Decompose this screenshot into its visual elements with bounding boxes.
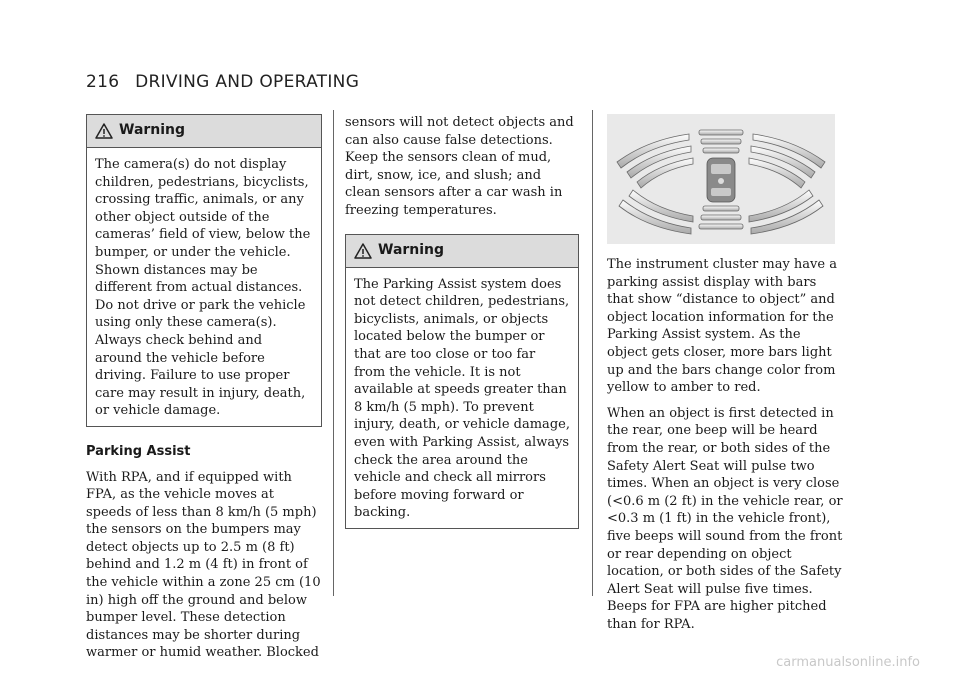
parking-assist-display-figure (607, 114, 835, 244)
paragraph-sensors: sensors will not detect objects and can also cause false detections. Keep the sensors clean of mud, dirt, snow, ice, and slush; and clean sensors after a car wash in freezing temperatures. (345, 115, 574, 218)
section-heading-parking-assist: Parking Assist (86, 443, 191, 459)
page-header (86, 72, 359, 92)
warning-triangle-icon (354, 243, 372, 259)
column-1 (86, 114, 322, 670)
paragraph-parking-assist: With RPA, and if equipped with FPA, as the vehicle moves at speeds of less than 8 km/h (5 mph) the sensors on the bumpers may detect objects up to 2.5 m (8 ft) behind and 1.2 m (4 ft) in front of the vehicle within a zone 25 cm (10 in) high off the ground and below bumper level. These detection distances may be shorter during warmer or humid weather. Blocked (86, 469, 321, 661)
column-divider-right (592, 110, 593, 596)
warning-text: The Parking Assist system does not detect children, pedestrians, bicyclists, animals, or objects located below the bumper or that are too close or too far from the vehicle. It is not available at speeds greater than 8 km/h (5 mph). To prevent injury, death, or vehicle damage, even with Parking Assist, always check the area around the vehicle and check all mirrors before moving forward or backing. (354, 276, 570, 521)
warning-text: The camera(s) do not display children, pedestrians, bicyclists, crossing traffic, animals, or any other object outside of the cameras’ field of view, below the bumper, or under the vehicle. Shown distances may be different from actual distances. Do not drive or park the vehicle using only these camera(s). Always check behind and around the vehicle before driving. Failure to use proper care may result in injury, death, or vehicle damage. (95, 157, 311, 419)
vehicle-icon (707, 158, 735, 202)
warning-body (346, 268, 578, 528)
warning-body (87, 148, 321, 426)
paragraph-beeps: When an object is first detected in the rear, one beep will be heard from the rear, or both sides of the Safety Alert Seat will pulse two times. When an object is very close (<0.6 m (2 ft) in the vehicle rear, or <0.3 m (1 ft) in the vehicle front), five beeps will sound from the front or rear depending on object location, or both sides of the Safety Alert Seat will pulse five times. Beeps for FPA are higher pitched than for RPA. (607, 405, 843, 632)
column-2 (345, 114, 579, 543)
warning-header (87, 115, 321, 148)
warning-triangle-icon (95, 123, 113, 139)
parking-sensor-bars-illustration (607, 114, 835, 244)
warning-title: Warning (378, 241, 445, 258)
warning-box-parking-assist (345, 234, 579, 529)
column-3 (607, 114, 843, 641)
warning-box-camera (86, 114, 322, 427)
watermark: carmanualsonline.info (776, 655, 920, 670)
warning-title: Warning (119, 122, 186, 139)
column-divider-left (333, 110, 334, 596)
section-title-header: DRIVING AND OPERATING (135, 72, 360, 92)
paragraph-display: The instrument cluster may have a parking assist display with bars that show “distance to object” and object location information for the Parking Assist system. As the object gets closer, more bars light up and the bars change color from yellow to amber to red. (607, 257, 837, 396)
page-number: 216 (86, 72, 120, 92)
warning-header (346, 235, 578, 268)
